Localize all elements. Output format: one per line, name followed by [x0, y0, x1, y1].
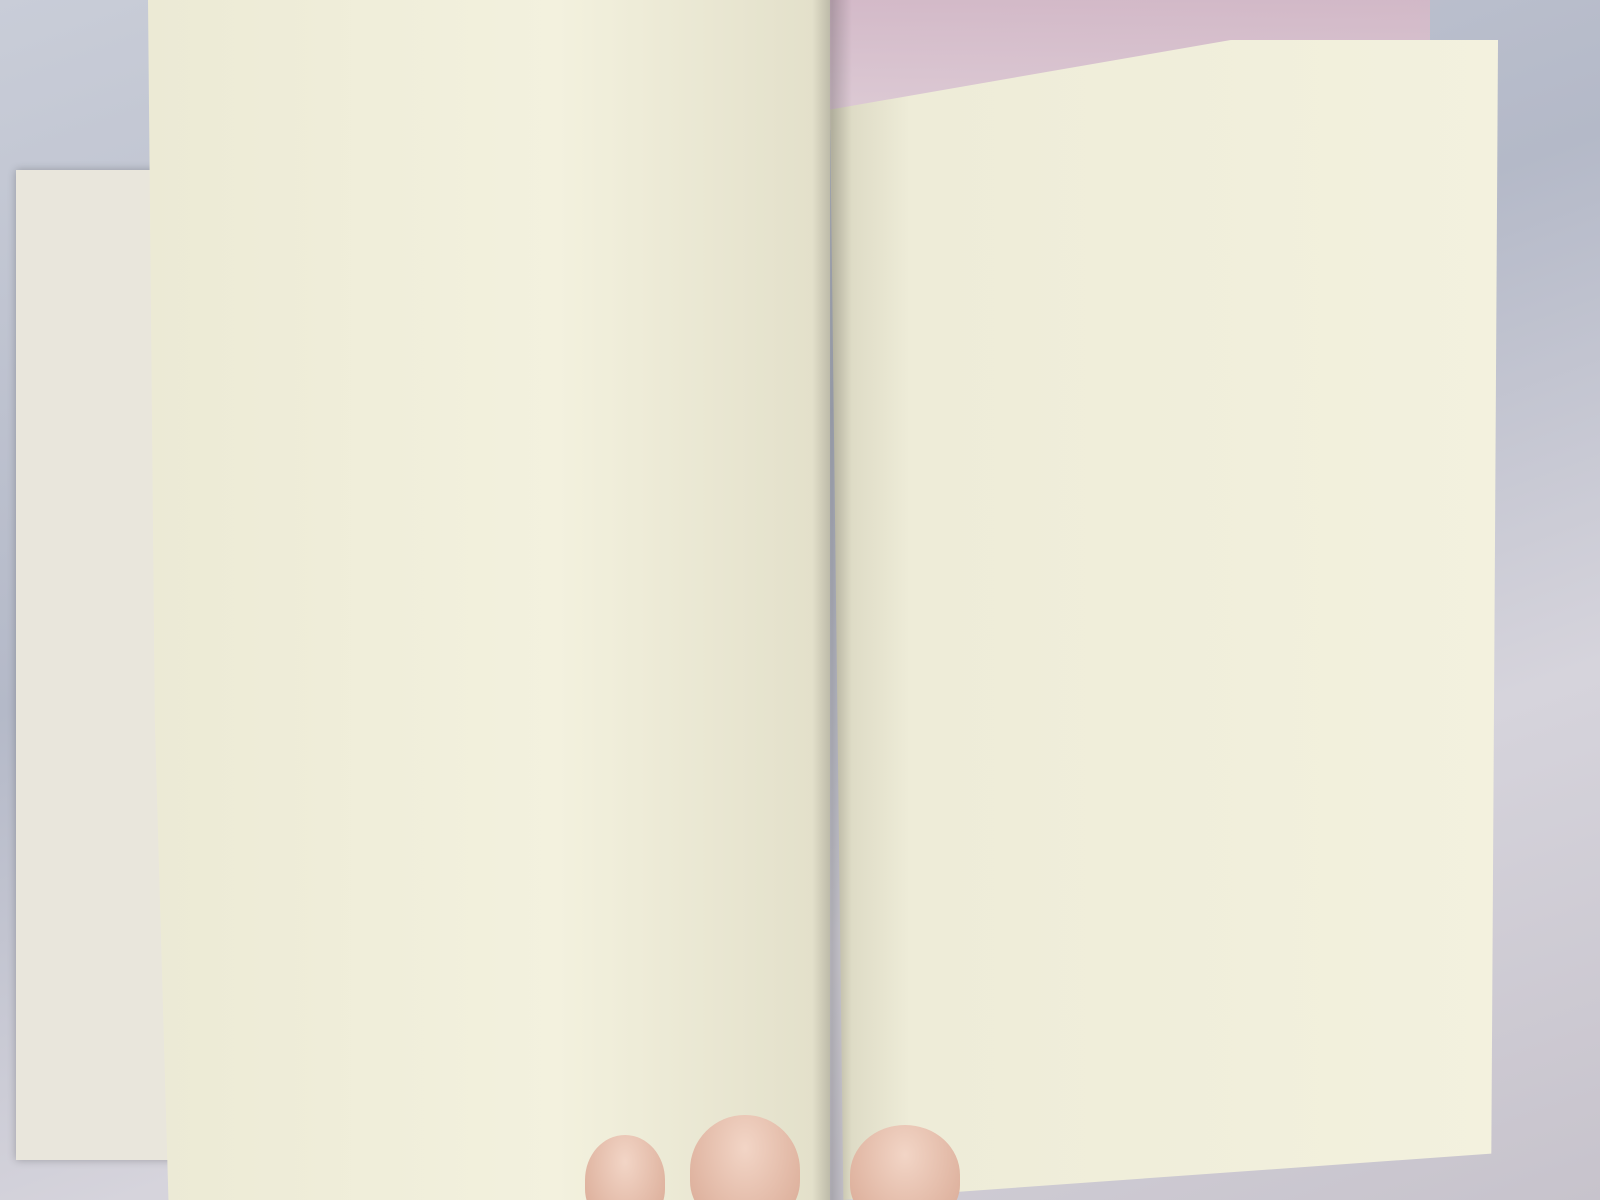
left-page — [148, 0, 830, 1200]
right-page — [830, 40, 1498, 1200]
book-gutter — [812, 0, 852, 1200]
